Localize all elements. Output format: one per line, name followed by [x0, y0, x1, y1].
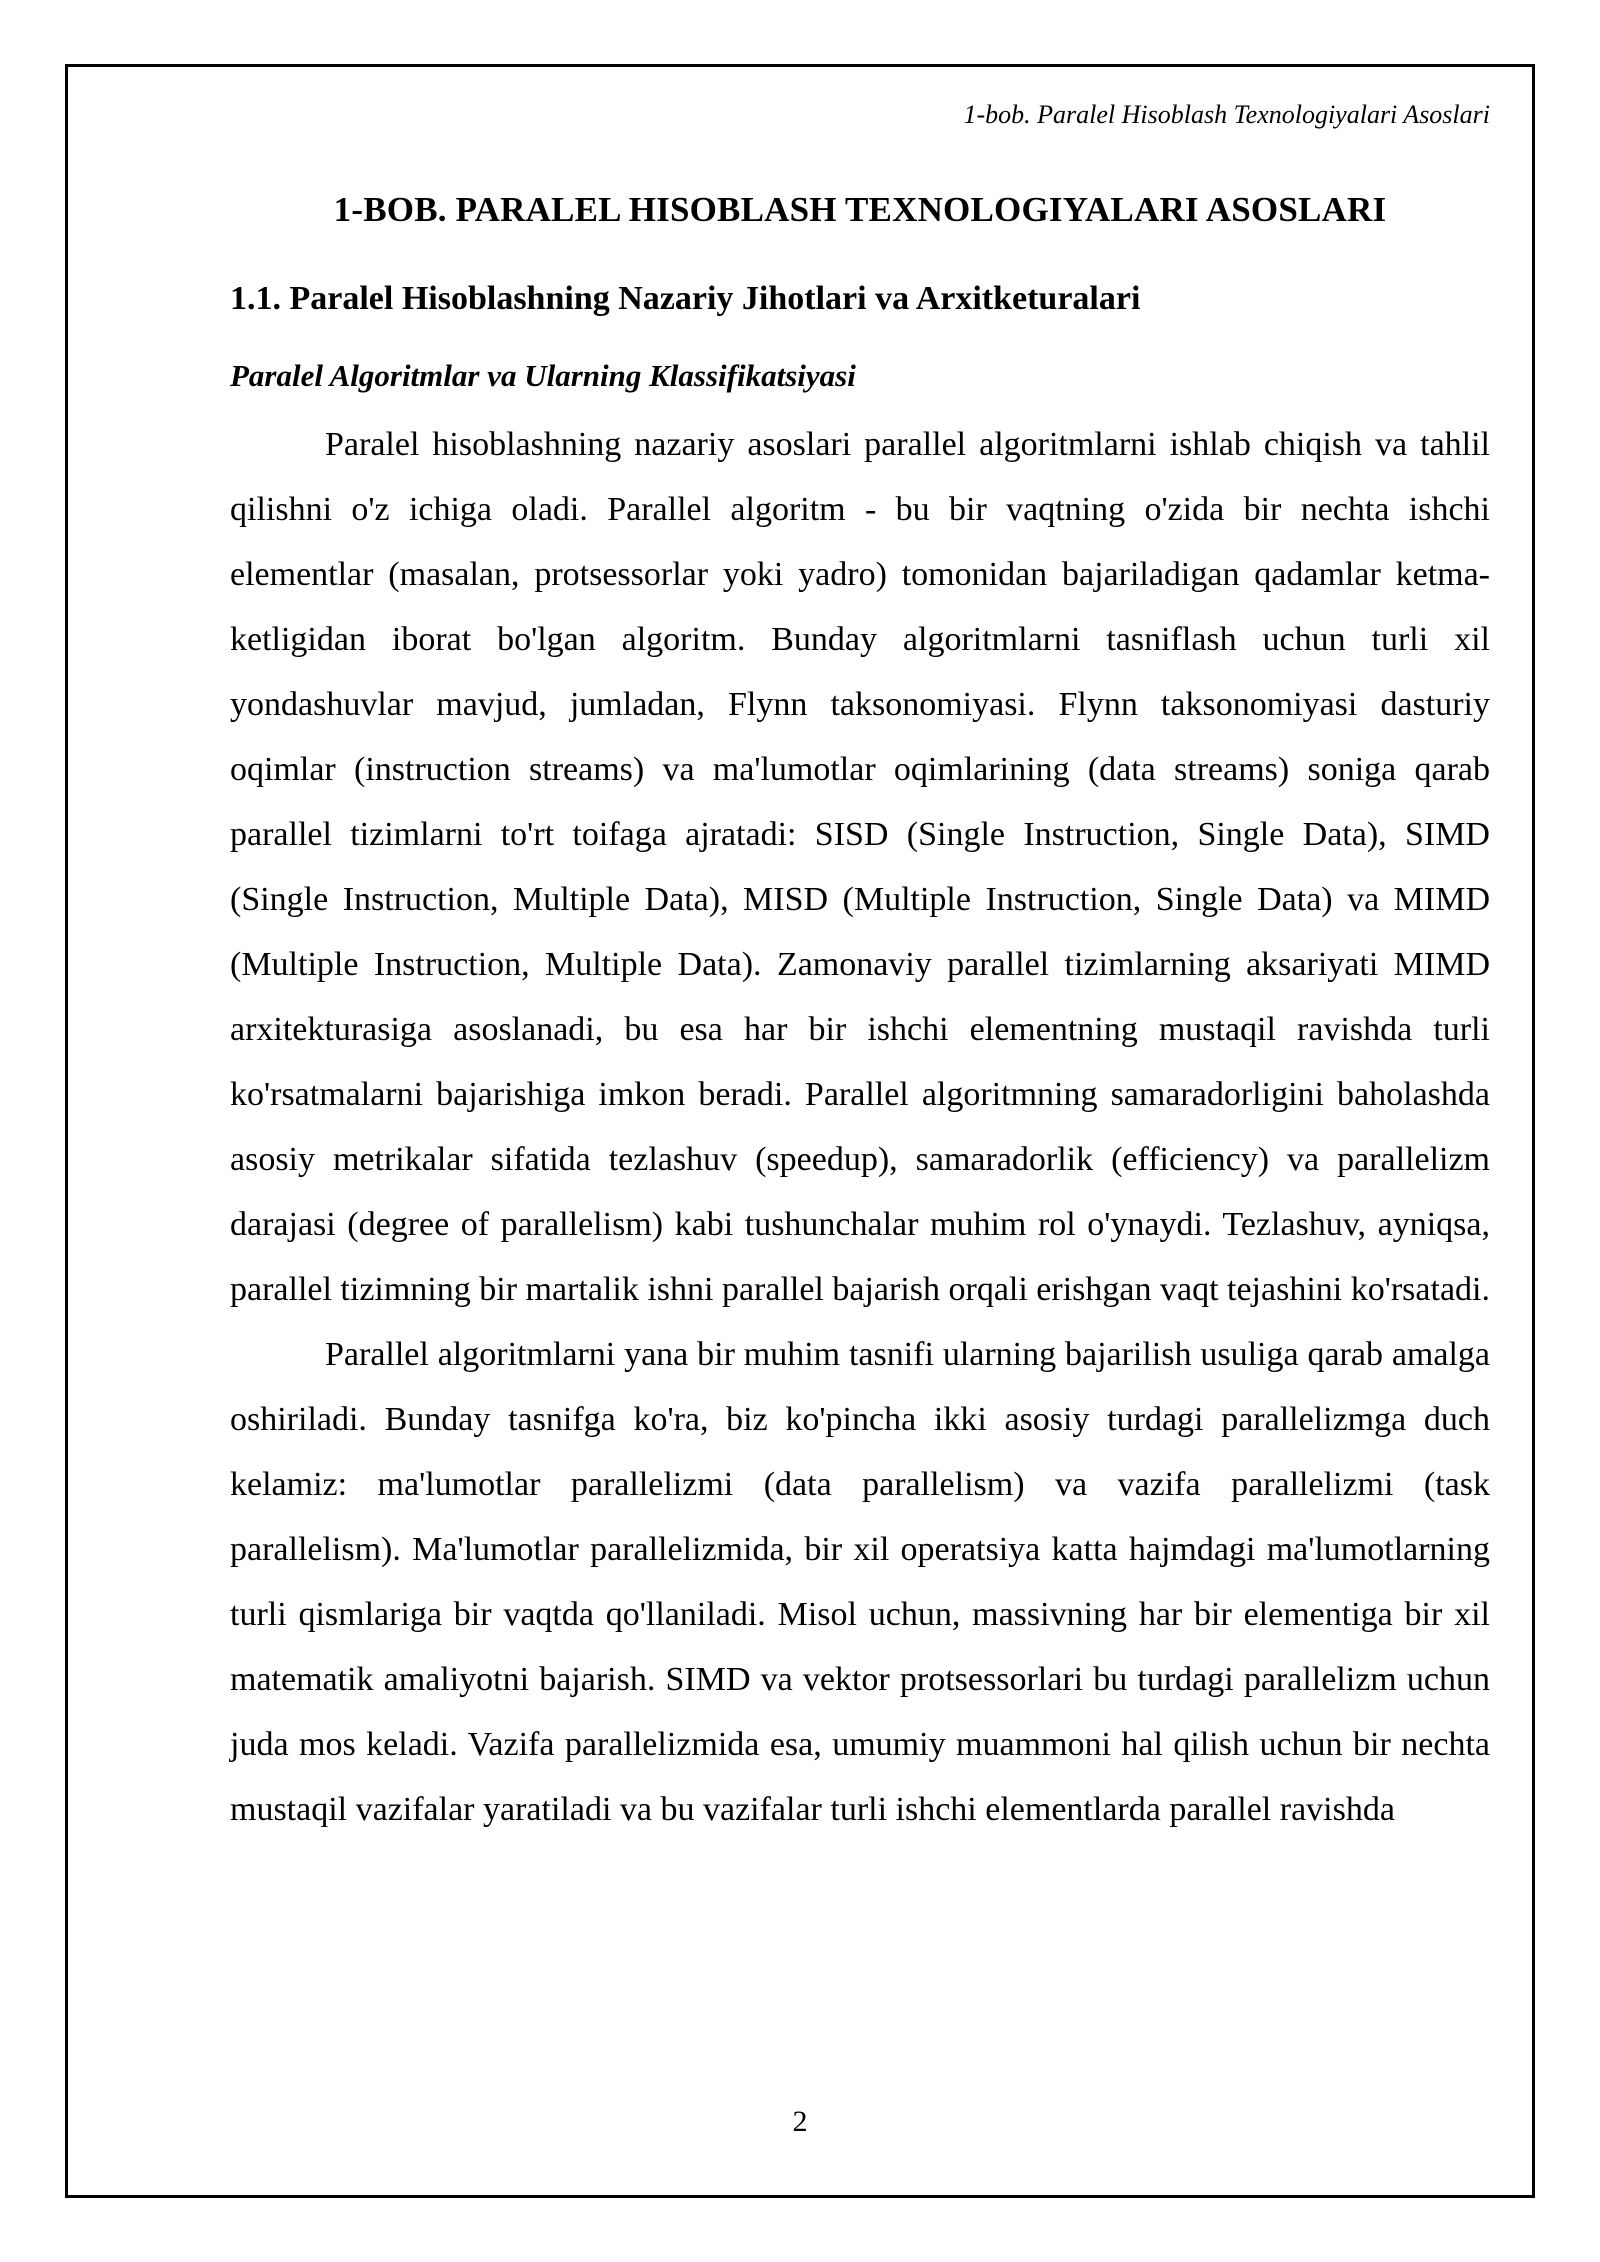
- body-paragraph-1: Paralel hisoblashning nazariy asoslari parallel algoritmlarni ishlab chiqish va tahlil qilishni o'z ichiga oladi. Parallel algoritm - bu bir vaqtning o'zida bir nechta ishchi elementlar (masalan, protsessorlar yoki yadro) tomonidan bajariladigan qadamlar ketma-ketligidan iborat bo'lgan algoritm. Bunday algoritmlarni tasniflash uchun turli xil yondashuvlar mavjud, jumladan, Flynn taksonomiyasi. Flynn taksonomiyasi dasturiy oqimlar (instruction streams) va ma'lumotlar oqimlarining (data streams) soniga qarab parallel tizimlarni to'rt toifaga ajratadi: SISD (Single Instruction, Single Data), SIMD (Single Instruction, Multiple Data), MISD (Multiple Instruction, Single Data) va MIMD (Multiple Instruction, Multiple Data). Zamonaviy parallel tizimlarning aksariyati MIMD arxitekturasiga asoslanadi, bu esa har bir ishchi elementning mustaqil ravishda turli ko'rsatmalarni bajarishiga imkon beradi. Parallel algoritmning samaradorligini baholashda asosiy metrikalar sifatida tezlashuv (speedup), samaradorlik (efficiency) va parallelizm darajasi (degree of parallelism) kabi tushunchalar muhim rol o'ynaydi. Tezlashuv, ayniqsa, parallel tizimning bir martalik ishni parallel bajarish orqali erishgan vaqt tejashini ko'rsatadi.: [230, 426, 1490, 1308]
- section-title: 1.1. Paralel Hisoblashning Nazariy Jihotlari va Arxitketuralari: [230, 280, 1141, 317]
- chapter-title: 1-BOB. PARALEL HISOBLASH TEXNOLOGIYALARI ASOSLARI: [333, 190, 1387, 229]
- page-number: 2: [792, 2105, 808, 2138]
- page-content: [230, 190, 1490, 1842]
- subsection-title: Paralel Algoritmlar va Ularning Klassifikatsiyasi: [230, 358, 856, 393]
- running-header: 1-bob. Paralel Hisoblash Texnologiyalari Asoslari: [963, 100, 1490, 129]
- body-paragraph-2: Parallel algoritmlarni yana bir muhim tasnifi ularning bajarilish usuliga qarab amalga oshiriladi. Bunday tasnifga ko'ra, biz ko'pincha ikki asosiy turdagi parallelizmga duch kelamiz: ma'lumotlar parallelizmi (data parallelism) va vazifa parallelizmi (task parallelism). Ma'lumotlar parallelizmida, bir xil operatsiya katta hajmdagi ma'lumotlarning turli qismlariga bir vaqtda qo'llaniladi. Misol uchun, massivning har bir elementiga bir xil matematik amaliyotni bajarish. SIMD va vektor protsessorlari bu turdagi parallelizm uchun juda mos keladi. Vazifa parallelizmida esa, umumiy muammoni hal qilish uchun bir nechta mustaqil vazifalar yaratiladi va bu vazifalar turli ishchi elementlarda parallel ravishda: [230, 1336, 1490, 1828]
